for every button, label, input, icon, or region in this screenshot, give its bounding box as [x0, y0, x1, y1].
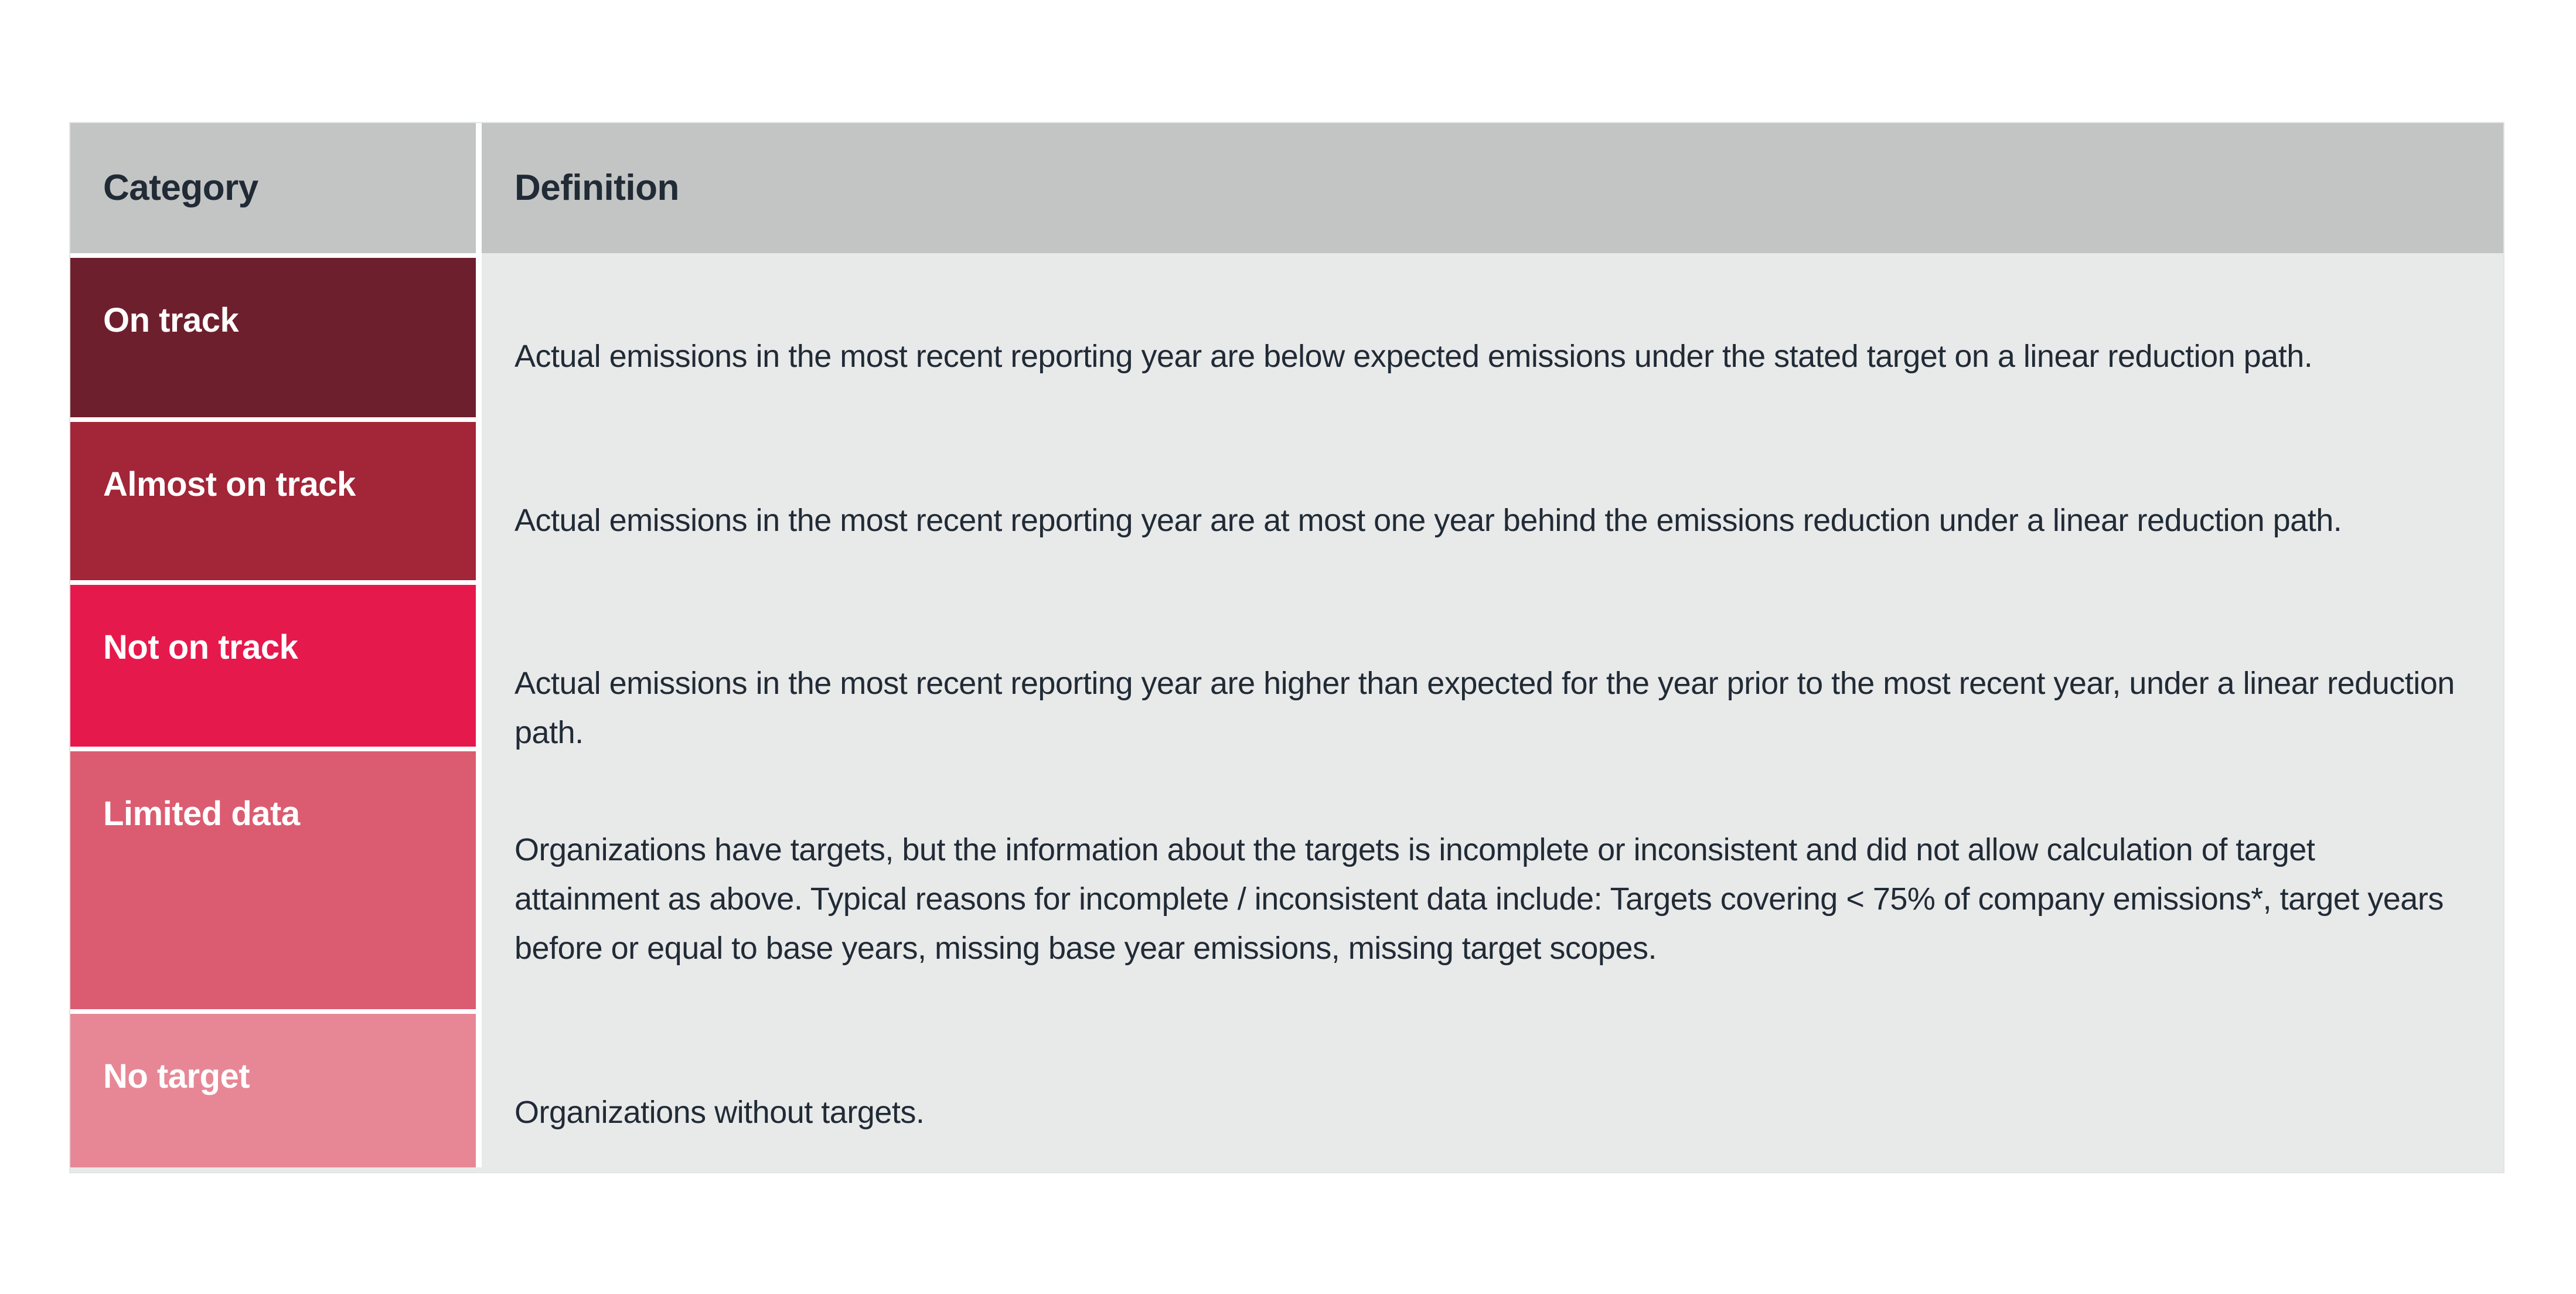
- definition-header-cell: [482, 123, 2503, 253]
- definition-text-almost-on-track: Actual emissions in the most recent reporting year are at most one year behind the emissions reduction under a linear reduction path.: [514, 503, 2342, 538]
- category-header-cell: [70, 123, 476, 253]
- category-label: Not on track: [103, 628, 298, 666]
- category-label: Limited data: [103, 795, 300, 833]
- definitions-table: [69, 122, 2505, 1173]
- category-cell-almost-on-track: [70, 422, 476, 580]
- definition-header-label: Definition: [514, 168, 679, 208]
- column-divider: [476, 123, 482, 1167]
- definition-column: [482, 123, 2503, 1167]
- table-columns: [70, 123, 2503, 1167]
- category-column: [70, 123, 476, 1167]
- definition-text-limited-data: Organizations have targets, but the information about the targets is incomplete or inconsistent and did not allow calculation of target attainment as above. Typical reasons for incomplete / inconsistent data include: Targets covering < 75% of company emissions*, target years before or equal to base years, missing base year emissions, missing target scopes.: [514, 832, 2444, 966]
- category-cell-no-target: [70, 1014, 476, 1167]
- definition-text-no-target: Organizations without targets.: [514, 1095, 925, 1130]
- category-header-label: Category: [103, 168, 258, 208]
- category-label: No target: [103, 1057, 250, 1095]
- category-label: Almost on track: [103, 465, 356, 503]
- category-cell-on-track: [70, 258, 476, 417]
- category-cell-limited-data: [70, 751, 476, 1009]
- definition-text-not-on-track: Actual emissions in the most recent reporting year are higher than expected for the year prior to the most recent year, under a linear reduction path.: [514, 666, 2455, 750]
- definition-text-on-track: Actual emissions in the most recent reporting year are below expected emissions under the stated target on a linear reduction path.: [514, 339, 2313, 374]
- category-label: On track: [103, 301, 239, 339]
- table-bottom-strip: [70, 1167, 2503, 1172]
- category-cell-not-on-track: [70, 585, 476, 747]
- definition-cells: [482, 253, 2503, 1167]
